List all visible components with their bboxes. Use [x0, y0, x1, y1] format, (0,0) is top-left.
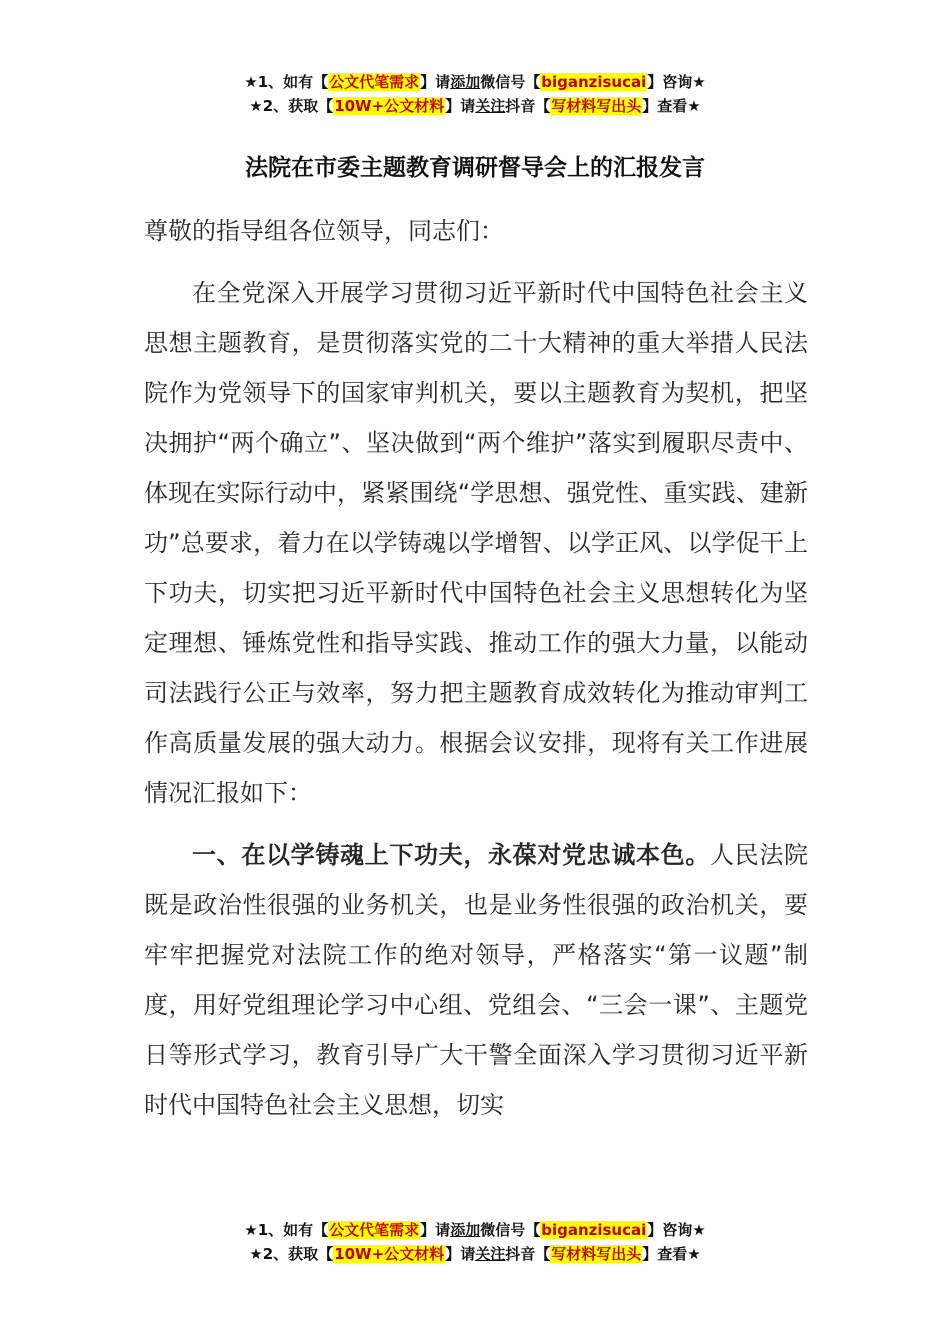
underlined-text: 添加 — [450, 73, 481, 91]
highlight-douyin-id: 写材料写出头 — [551, 1245, 642, 1263]
highlight-service: 公文代笔需求 — [329, 73, 420, 91]
underlined-text: 关注 — [475, 1245, 506, 1263]
underlined-text: 添加 — [450, 1221, 481, 1239]
banner-text: 抖音【 — [505, 1245, 551, 1263]
salutation: 尊敬的指导组各位领导，同志们： — [144, 217, 504, 245]
paragraph-intro: 在全党深入开展学习贯彻习近平新时代中国特色社会主义思想主题教育，是贯彻落实党的二十大精神的重大举措人民法院作为党领导下的国家审判机关，要以主题教育为契机，把坚决拥护“两个确立”、坚决做到“两个维护”落实到履职尽责中、体现在实际行动中，紧紧围绕“学思想、强党性、重实践、建新功”总要求，着力在以学铸魂以学增智、以学正风、以学促干上下功夫，切实把习近平新时代中国特色社会主义思想转化为坚定理想、锤炼党性和指导实践、推动工作的强大力量，以能动司法践行公正与效率，努力把主题教育成效转化为推动审判工作高质量发展的强大动力。根据会议安排，现将有关工作进展情况汇报如下： — [144, 279, 808, 807]
highlight-materials: 10W+公文材料 — [334, 1245, 445, 1263]
section-body: 人民法院既是政治性很强的业务机关，也是业务性很强的政治机关，要牢牢把握党对法院工作的绝对领导，严格落实“第一议题”制度，用好党组理论学习中心组、党组会、“三会一课”、主题党日等形式学习，教育引导广大干警全面深入学习贯彻习近平新时代中国特色社会主义思想，切实 — [144, 841, 808, 1119]
footer-banner — [0, 1218, 950, 1266]
banner-text: 】查看★ — [642, 1245, 701, 1263]
banner-line-2 — [0, 94, 950, 118]
banner-text: 】咨询★ — [647, 1221, 706, 1239]
banner-text: 】请 — [445, 1245, 476, 1263]
section-heading: 一、在以学铸魂上下功夫，永葆对党忠诚本色。 — [192, 841, 710, 869]
highlight-wechat-id: biganzisucai — [541, 1221, 647, 1239]
banner-text: 】咨询★ — [647, 73, 706, 91]
underlined-text: 关注 — [475, 97, 506, 115]
banner-line-1 — [0, 70, 950, 94]
document-title: 法院在市委主题教育调研督导会上的汇报发言 — [245, 155, 705, 181]
banner-line-1 — [0, 1218, 950, 1242]
highlight-douyin-id: 写材料写出头 — [551, 97, 642, 115]
banner-text: 微信号【 — [480, 1221, 541, 1239]
banner-line-2 — [0, 1242, 950, 1266]
banner-text: 】查看★ — [642, 97, 701, 115]
highlight-materials: 10W+公文材料 — [334, 97, 445, 115]
banner-text: 抖音【 — [505, 97, 551, 115]
banner-text: 】请 — [445, 97, 476, 115]
banner-text: ★2、获取【 — [249, 97, 334, 115]
document-body — [144, 206, 808, 1130]
header-banner — [0, 70, 950, 118]
banner-text: 】请 — [420, 1221, 451, 1239]
highlight-wechat-id: biganzisucai — [541, 73, 647, 91]
banner-text: ★2、获取【 — [249, 1245, 334, 1263]
banner-text: 】请 — [420, 73, 451, 91]
paragraph-section-1 — [144, 830, 808, 1130]
highlight-service: 公文代笔需求 — [329, 1221, 420, 1239]
banner-text: ★1、如有【 — [244, 73, 329, 91]
banner-text: ★1、如有【 — [244, 1221, 329, 1239]
banner-text: 微信号【 — [480, 73, 541, 91]
